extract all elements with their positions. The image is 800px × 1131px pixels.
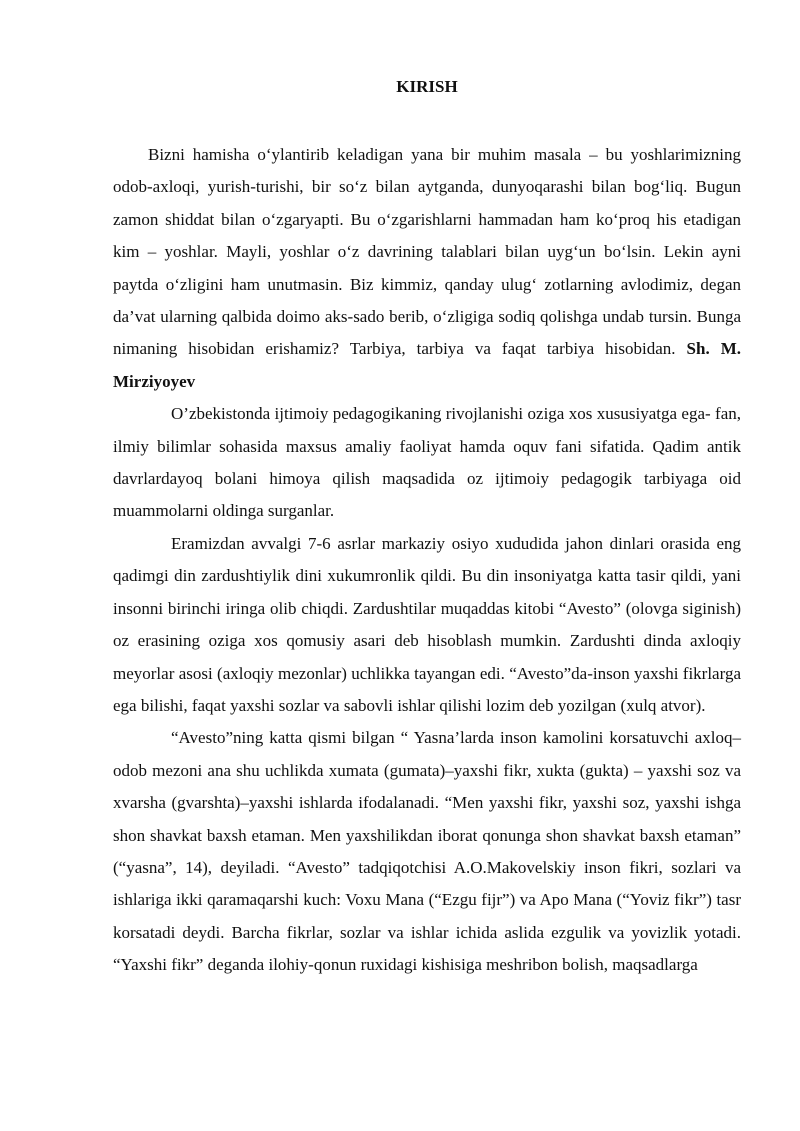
page-title: KIRISH: [396, 77, 458, 96]
paragraph-3: “Avesto”ning katta qismi bilgan “ Yasna’larda inson kamolini korsatuvchi axloq–odob mezoni ana shu uchlikda xumata (gumata)–yaxshi fikr, xukta (gukta) – yaxshi soz va xvarsha (gvarshta)–yaxshi ishlarda ifodalanadi. “Men yaxshi fikr, yaxshi soz, yaxshi ishga shon shavkat baxsh etaman. Men yaxshilikdan iborat qonunga shon shavkat baxsh etaman” (“yasna”, 14), deyiladi. “Avesto” tadqiqotchisi A.O.Makovelskiy inson fikri, sozlari va ishlariga ikki qaramaqarshi kuch: Voxu Mana (“Ezgu fijr”) va Apo Mana (“Yoviz fikr”) tasr korsatadi deydi. Barcha fikrlar, sozlar va ishlar ichida aslida ezgulik va yovizlik yotadi. “Yaxshi fikr” deganda ilohiy-qonun ruxidagi kishisiga meshribon bolish, maqsadlarga: [113, 728, 741, 975]
paragraph-2: Eramizdan avvalgi 7-6 asrlar markaziy osiyo xududida jahon dinlari orasida eng qadimgi din zardushtiylik dini xukumronlik qildi. Bu din insoniyatga katta tasir qildi, yani insonni birinchi iringa olib chiqdi. Zardushtilar muqaddas kitobi “Avesto” (olovga siginish) oz erasining oziga xos qomusiy asari deb hisoblash mumkin. Zardushti dinda axloqiy meyorlar asosi (axloqiy mezonlar) uchlikka tayangan edi. “Avesto”da-inson yaxshi fikrlarga ega bilishi, faqat yaxshi sozlar va sabovli ishlar qilishi lozim deb yozilgan (xulq atvor).: [113, 533, 741, 715]
document-body: [113, 139, 741, 982]
paragraph-1: O’zbekistonda ijtimoiy pedagogikaning rivojlanishi oziga xos xususiyatga ega- fan, ilmiy bilimlar sohasida maxsus amaliy faoliyat hamda oquv fani sifatida. Qadim antik davrlardayoq bolani himoya qilish maqsadida oz ijtimoiy pedagogik tarbiyaga oid muammolarni oldinga surganlar.: [113, 404, 741, 521]
epigraph-paragraph: [113, 139, 741, 398]
epigraph-text: Bizni hamisha o‘ylantirib keladigan yana bir muhim masala – bu yoshlarimizning odob-axloqi, yurish-turishi, bir so‘z bilan aytganda, dunyoqarashi bilan bog‘liq. Bugun zamon shiddat bilan o‘zgaryapti. Bu o‘zgarishlarni hammadan ham ko‘proq his etadigan kim – yoshlar. Mayli, yoshlar o‘z davrining talablari bilan uyg‘un bo‘lsin. Lekin ayni paytda o‘zligini ham unutmasin. Biz kimmiz, qanday ulug‘ zotlarning avlodimiz, degan da’vat ularning qalbida doimo aks-sado berib, o‘zligiga sodiq qolishga undab tursin. Bunga nimaning hisobidan erishamiz? Tarbiya, tarbiya va faqat tarbiya hisobidan.: [113, 145, 741, 359]
epigraph-author: Sh. M. Mirziyoyev: [113, 339, 742, 391]
